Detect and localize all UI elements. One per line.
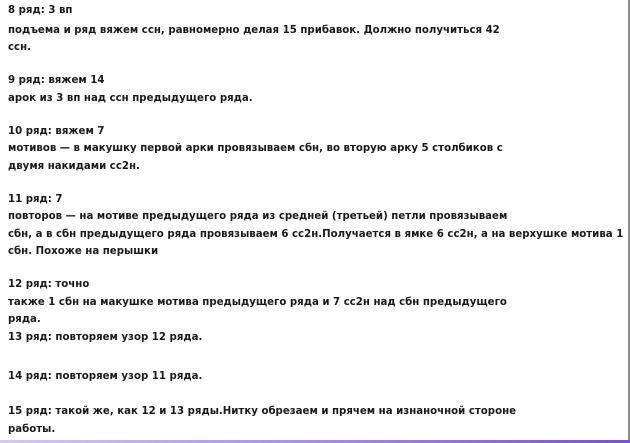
row-13-heading: 13 ряд: повторяем узор 12 ряда. <box>8 332 203 343</box>
row-12-heading: 12 ряд: точно <box>8 279 90 290</box>
row-8-text-line-1: подъема и ряд вяжем ссн, равномерно делая 15 прибавок. Должно получиться 42 <box>8 25 500 36</box>
row-12-text-line-2: ряда. <box>8 314 41 325</box>
row-15-text-line-1: работы. <box>8 424 56 435</box>
row-10-text-line-2: двумя накидами сс2н. <box>8 161 140 172</box>
row-9-heading: 9 ряд: вяжем 14 <box>8 75 105 86</box>
row-11-text-line-3: сбн. Похоже на перышки <box>8 246 159 257</box>
row-14-heading: 14 ряд: повторяем узор 11 ряда. <box>8 371 203 382</box>
row-9-text-line-1: арок из 3 вп над ссн предыдущего ряда. <box>8 93 253 104</box>
row-8-heading: 8 ряд: 3 вп <box>8 5 73 16</box>
row-11-heading: 11 ряд: 7 <box>8 194 63 205</box>
row-8-text-line-2: ссн. <box>8 42 31 53</box>
row-11-text-line-2: сбн, а в сбн предыдущего ряда провязываем 6 сс2н.Получается в ямке 6 сс2н, а на верхушке мотива 1 <box>8 229 624 240</box>
row-12-text-line-1: также 1 сбн на макушке мотива предыдущего ряда и 7 сс2н над сбн предыдущего <box>8 297 507 308</box>
row-11-text-line-1: повторов — на мотиве предыдущего ряда из средней (третьей) петли провязываем <box>8 211 508 222</box>
row-10-heading: 10 ряд: вяжем 7 <box>8 126 105 137</box>
row-10-text-line-1: мотивов — в макушку первой арки провязываем сбн, во вторую арку 5 столбиков с <box>8 143 503 154</box>
row-15-heading: 15 ряд: такой же, как 12 и 13 ряды.Нитку обрезаем и прячем на изнаночной стороне <box>8 406 517 417</box>
